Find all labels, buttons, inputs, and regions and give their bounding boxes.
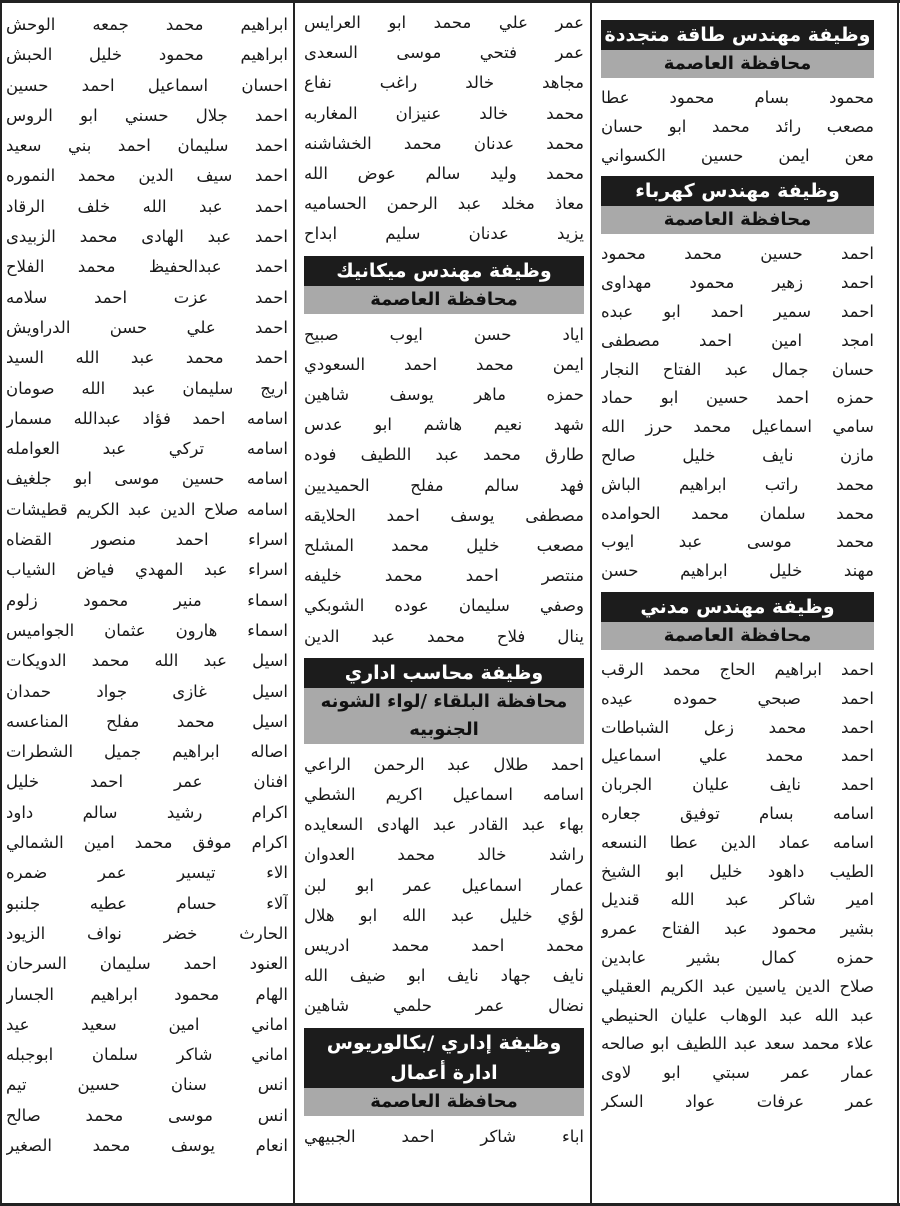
candidate-name: محمد راتب ابراهيم الباش [601, 474, 874, 494]
region-subheader: محافظة العاصمة [601, 50, 874, 78]
candidate-name: محمد خالد عنيزان المغاربه [304, 103, 584, 123]
candidate-name: مجاهد خالد راغب نفاع [304, 73, 584, 93]
candidate-name: احمد علي حسن الدراويش [6, 317, 288, 337]
region-subheader: محافظة العاصمة [304, 1088, 584, 1116]
candidate-name: حمزه احمد حسين ابو حماد [601, 388, 874, 408]
candidate-name: اسامه حسين موسى ابو جلغيف [6, 469, 288, 489]
candidate-name: منتصر احمد محمد خليفه [304, 566, 584, 586]
candidate-name: عمار عمر سبتي ابو لاوى [601, 1063, 874, 1083]
candidate-name: شهد نعيم هاشم ابو عدس [304, 415, 584, 435]
candidate-name: حمزه كمال بشير عابدين [601, 947, 874, 967]
candidate-name: ايمن محمد احمد السعودي [304, 354, 584, 374]
candidate-name: عمر فتحي موسى السعدى [304, 43, 584, 63]
candidate-name: محمد وليد سالم عوض الله [304, 164, 584, 184]
candidate-name: ابراهيم محمود خليل الحبش [6, 45, 288, 65]
candidate-name: احسان اسماعيل احمد حسين [6, 75, 288, 95]
candidate-name: احمد محمد علي اسماعيل [601, 746, 874, 766]
candidate-name: عمار اسماعيل عمر ابو لبن [304, 875, 584, 895]
candidate-name: اماني شاكر سلمان ابوجبله [6, 1045, 288, 1065]
column-middle [304, 0, 584, 1206]
candidate-name: الاء تيسير عمر ضمره [6, 863, 288, 883]
candidate-name: محمد عدنان محمد الخشاشنه [304, 133, 584, 153]
candidate-name: اسيل عبد الله محمد الدويكات [6, 651, 288, 671]
candidate-name: احمد عزت احمد سلامه [6, 287, 288, 307]
candidate-name: عمر علي محمد ابو العرايس [304, 13, 584, 32]
candidate-name: احمد محمد زعل الشباطات [601, 717, 874, 737]
candidate-name: نايف جهاد نايف ابو ضيف الله [304, 966, 584, 986]
candidate-name: احمد جلال حسني ابو الروس [6, 105, 288, 125]
candidate-name: اماني امين سعيد عيد [6, 1014, 288, 1034]
candidate-name: العنود احمد سليمان السرحان [6, 954, 288, 974]
candidate-name: احمد سيف الدين محمد النموره [6, 166, 288, 186]
candidate-name: احمد سمير احمد ابو عبده [601, 301, 874, 321]
candidate-name: احمد ابراهيم الحاج محمد الرقب [601, 659, 874, 679]
candidate-name: لؤي خليل عبد الله ابو هلال [304, 905, 584, 925]
candidate-name: احمد صبحي حموده عيده [601, 688, 874, 708]
candidate-name: انعام يوسف محمد الصغير [6, 1135, 288, 1155]
candidate-name: اسامه بسام توفيق جعاره [601, 803, 874, 823]
candidate-name: احمد عبد الهادى محمد الزبيدى [6, 227, 288, 247]
candidate-name: احمد عبد الله خلف الرقاد [6, 196, 288, 216]
job-title-header: وظيفة مهندس مدني [601, 592, 874, 622]
candidate-name: احمد طلال عبد الرحمن الراعي [304, 754, 584, 774]
page-border-right [897, 0, 899, 1206]
candidate-name: احمد نايف عليان الجربان [601, 775, 874, 795]
candidate-name: اسامه احمد فؤاد عبدالله مسمار [6, 408, 288, 428]
candidate-name: احمد زهير محمود مهداوى [601, 273, 874, 293]
job-title-header: وظيفة مهندس طاقة متجددة [601, 20, 874, 50]
region-subheader: محافظة العاصمة [601, 206, 874, 234]
candidate-name: مهند خليل ابراهيم حسن [601, 561, 874, 581]
candidate-name: انس موسى محمد صالح [6, 1105, 288, 1125]
candidate-name: نضال عمر حلمي شاهين [304, 996, 584, 1016]
candidate-name: بشير محمود عبد الفتاح عمرو [601, 919, 874, 939]
candidate-name: الحارث خضر نواف الزيود [6, 923, 288, 943]
column-divider [590, 0, 592, 1206]
candidate-name: معاذ مخلد عبد الرحمن الحساميه [304, 194, 584, 214]
candidate-name: اصاله ابراهيم جميل الشطرات [6, 742, 288, 762]
candidate-name: مازن نايف خليل صالح [601, 445, 874, 465]
candidate-name: حمزه ماهر يوسف شاهين [304, 385, 584, 405]
candidate-name: اسماء منير محمود زلوم [6, 590, 288, 610]
candidate-name: اسامه صلاح الدين عبد الكريم قطيشات [6, 499, 288, 519]
page-border-left [0, 0, 2, 1206]
candidate-name: حسان جمال عبد الفتاح النجار [601, 359, 874, 379]
candidate-name: اسراء عبد المهدي فياض الشياب [6, 560, 288, 580]
candidate-name: محمد سلمان محمد الحوامده [601, 503, 874, 523]
candidate-name: اسيل غازى جواد حمدان [6, 681, 288, 701]
candidate-name: آلاء حسام عطيه جلنبو [6, 893, 288, 913]
candidate-name: احمد عبدالحفيظ محمد الفلاح [6, 257, 288, 277]
candidate-name: انس سنان حسين تيم [6, 1075, 288, 1095]
candidate-name: عمر عرفات عواد السكر [601, 1091, 874, 1111]
candidate-name: احمد حسين محمد محمود [601, 244, 874, 264]
candidate-name: بهاء عبد القادر عبد الهادى السعايده [304, 815, 584, 835]
candidate-name: علاء محمد سعد عبد اللطيف ابو صالحه [601, 1034, 874, 1054]
candidate-name: اياد حسن ايوب صبيح [304, 324, 584, 344]
candidate-name: طارق محمد عبد اللطيف فوده [304, 445, 584, 465]
candidate-name: مصطفى يوسف احمد الحلايقه [304, 505, 584, 525]
candidate-name: عبد الله عبد الوهاب عليان الحنيطي [601, 1005, 874, 1025]
candidate-name: ينال فلاح محمد عبد الدين [304, 626, 584, 646]
candidate-name: اسامه تركي عبد العوامله [6, 439, 288, 459]
region-subheader: محافظة العاصمة [601, 622, 874, 650]
candidate-name: احمد محمد عبد الله السيد [6, 348, 288, 368]
candidate-name: امجد امين احمد مصطفى [601, 330, 874, 350]
candidate-name: راشد خالد محمد العدوان [304, 845, 584, 865]
candidate-name: افنان عمر احمد خليل [6, 772, 288, 792]
candidate-name: ابراهيم محمد جمعه الوحش [6, 15, 288, 34]
candidate-name: احمد سليمان احمد بني سعيد [6, 136, 288, 156]
candidate-name: اباء شاكر احمد الجبيهي [304, 1126, 584, 1146]
candidate-name: يزيد عدنان سليم ابداح [304, 224, 584, 244]
column-left [6, 0, 288, 1206]
candidate-name: محمد موسى عبد ايوب [601, 532, 874, 552]
candidate-name: اسامه اسماعيل اكريم الشطي [304, 785, 584, 805]
candidate-name: وصفي سليمان عوده الشوبكي [304, 596, 584, 616]
candidate-name: اسماء هارون عثمان الجواميس [6, 620, 288, 640]
column-right [601, 0, 874, 1206]
job-title-header: وظيفة مهندس ميكانيك [304, 256, 584, 286]
candidate-name: امير شاكر عبد الله قنديل [601, 890, 874, 910]
candidate-name: سامي اسماعيل محمد حرز الله [601, 417, 874, 437]
candidate-name: فهد سالم مفلح الحميديين [304, 475, 584, 495]
candidate-name: الهام محمود ابراهيم الجسار [6, 984, 288, 1004]
job-title-header: وظيفة محاسب اداري [304, 658, 584, 688]
candidate-name: محمد احمد محمد ادريس [304, 936, 584, 956]
candidate-name: اكرام موفق محمد امين الشمالي [6, 833, 288, 853]
candidate-name: اسيل محمد مفلح المناعسه [6, 711, 288, 731]
candidate-name: محمود بسام محمود عطا [601, 88, 874, 107]
candidate-name: صلاح الدين ياسين عبد الكريم العقيلي [601, 976, 874, 996]
candidate-name: اسامه عماد الدين عطا النسعه [601, 832, 874, 852]
candidate-name: اكرام رشيد سالم داود [6, 802, 288, 822]
region-subheader: محافظة العاصمة [304, 286, 584, 314]
region-subheader: محافظة البلقاء /لواء الشونه الجنوبيه [304, 688, 584, 744]
candidate-name: مصعب خليل محمد المشلح [304, 536, 584, 556]
candidate-name: الطيب داهود خليل ابو الشيخ [601, 861, 874, 881]
candidate-name: اسراء احمد منصور القضاه [6, 530, 288, 550]
job-title-header: وظيفة إداري /بكالوريوس ادارة أعمال [304, 1028, 584, 1088]
candidate-name: معن ايمن حسين الكسواني [601, 145, 874, 165]
candidate-name: مصعب رائد محمد ابو حسان [601, 116, 874, 136]
column-divider [293, 0, 295, 1206]
job-title-header: وظيفة مهندس كهرباء [601, 176, 874, 206]
candidate-name: اريج سليمان عبد الله صومان [6, 378, 288, 398]
